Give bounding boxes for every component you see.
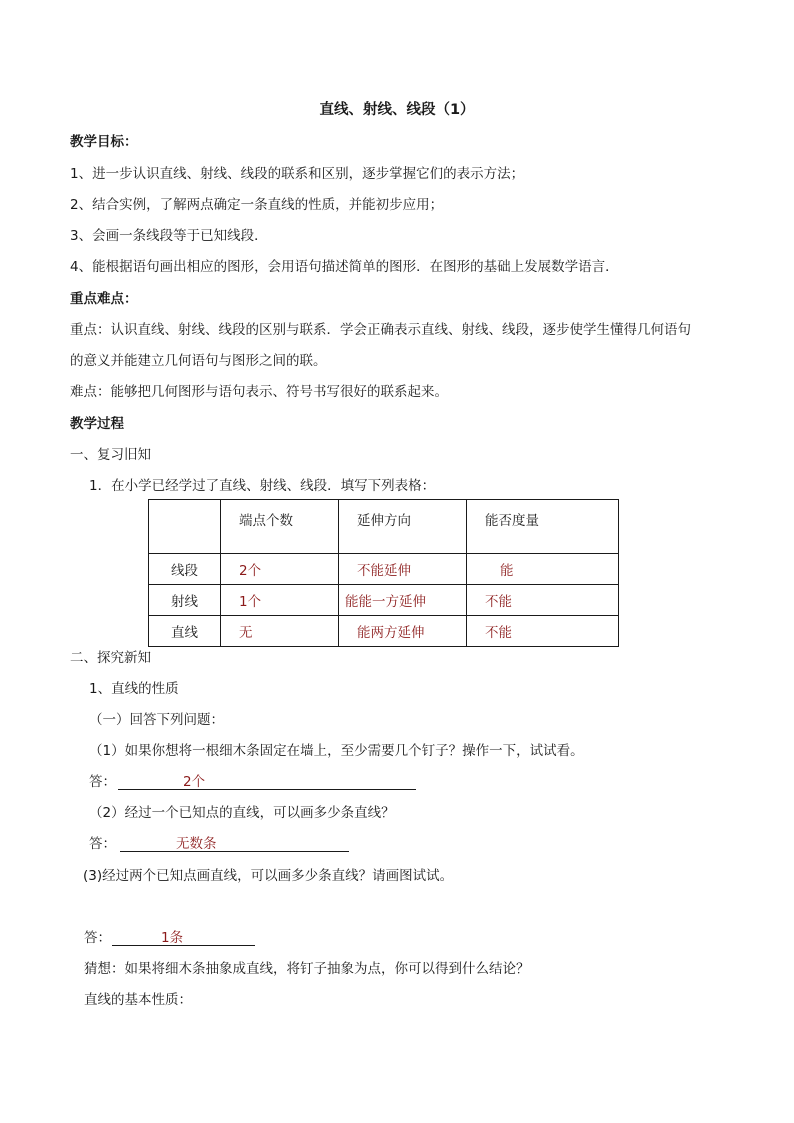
key-point-line-2: 的意义并能建立几何语句与图形之间的联。 bbox=[70, 353, 327, 369]
table-cell-measurable: 不能 bbox=[467, 616, 619, 647]
question-2: （2）经过一个已知点的直线，可以画多少条直线？ bbox=[89, 805, 395, 821]
subsection-line-property: 1、直线的性质 bbox=[89, 681, 179, 697]
table-cell-measurable: 能 bbox=[467, 554, 619, 585]
line-types-table bbox=[148, 499, 619, 647]
objective-item-3: 3、会画一条线段等于已知线段． bbox=[70, 228, 268, 244]
question-3: (3)经过两个已知点画直线，可以画多少条直线？请画图试试。 bbox=[83, 868, 454, 884]
table-cell-direction: 不能延伸 bbox=[339, 554, 467, 585]
answer-underline bbox=[120, 851, 349, 852]
answer-label: 答： bbox=[89, 774, 116, 790]
section-review: 一、复习旧知 bbox=[70, 447, 151, 463]
part-answer-questions: （一）回答下列问题： bbox=[89, 712, 224, 728]
page-title: 直线、射线、线段（1） bbox=[319, 102, 475, 118]
answer-label: 答： bbox=[84, 930, 111, 946]
objective-item-2: 2、结合实例，了解两点确定一条直线的性质，并能初步应用； bbox=[70, 197, 444, 213]
key-points-heading: 重点难点： bbox=[70, 291, 138, 307]
table-header-row bbox=[149, 500, 619, 554]
question-1: （1）如果你想将一根细木条固定在墙上，至少需要几个钉子？操作一下，试试看。 bbox=[89, 743, 584, 759]
answer-3-value: 1条 bbox=[161, 930, 184, 946]
key-point-line-1: 重点：认识直线、射线、线段的区别与联系．学会正确表示直线、射线、线段，逐步使学生懂得几何语句 bbox=[70, 322, 691, 338]
question-fill-table: 1．在小学已经学过了直线、射线、线段．填写下列表格： bbox=[89, 478, 436, 494]
answer-2-value: 无数条 bbox=[176, 836, 217, 852]
table-cell-name: 线段 bbox=[149, 554, 221, 585]
table-cell-name: 直线 bbox=[149, 616, 221, 647]
answer-1-value: 2个 bbox=[183, 774, 206, 790]
answer-underline bbox=[118, 789, 416, 790]
table-cell-endpoints: 2个 bbox=[221, 554, 339, 585]
table-cell-measurable: 不能 bbox=[467, 585, 619, 616]
table-cell-direction: 能能一方延伸 bbox=[339, 585, 467, 616]
table-cell-name: 射线 bbox=[149, 585, 221, 616]
table-header-cell: 延伸方向 bbox=[339, 500, 467, 554]
table-cell-endpoints: 无 bbox=[221, 616, 339, 647]
table-header-cell: 能否度量 bbox=[467, 500, 619, 554]
answer-underline bbox=[112, 945, 255, 946]
table-row bbox=[149, 585, 619, 616]
objectives-heading: 教学目标： bbox=[70, 134, 138, 150]
answer-label: 答： bbox=[89, 836, 116, 852]
table-cell-endpoints: 1个 bbox=[221, 585, 339, 616]
table-row bbox=[149, 616, 619, 647]
section-explore: 二、探究新知 bbox=[70, 650, 151, 666]
property-line: 直线的基本性质： bbox=[84, 992, 192, 1008]
process-heading: 教学过程 bbox=[70, 416, 124, 432]
table-row bbox=[149, 554, 619, 585]
guess-line: 猜想：如果将细木条抽象成直线，将钉子抽象为点，你可以得到什么结论？ bbox=[84, 961, 530, 977]
table-cell-direction: 能两方延伸 bbox=[339, 616, 467, 647]
difficulty-line: 难点：能够把几何图形与语句表示、符号书写很好的联系起来。 bbox=[70, 384, 448, 400]
objective-item-1: 1、进一步认识直线、射线、线段的联系和区别，逐步掌握它们的表示方法； bbox=[70, 166, 525, 182]
table-header-cell bbox=[149, 500, 221, 554]
table-header-cell: 端点个数 bbox=[221, 500, 339, 554]
objective-item-4: 4、能根据语句画出相应的图形，会用语句描述简单的图形．在图形的基础上发展数学语言． bbox=[70, 259, 619, 275]
